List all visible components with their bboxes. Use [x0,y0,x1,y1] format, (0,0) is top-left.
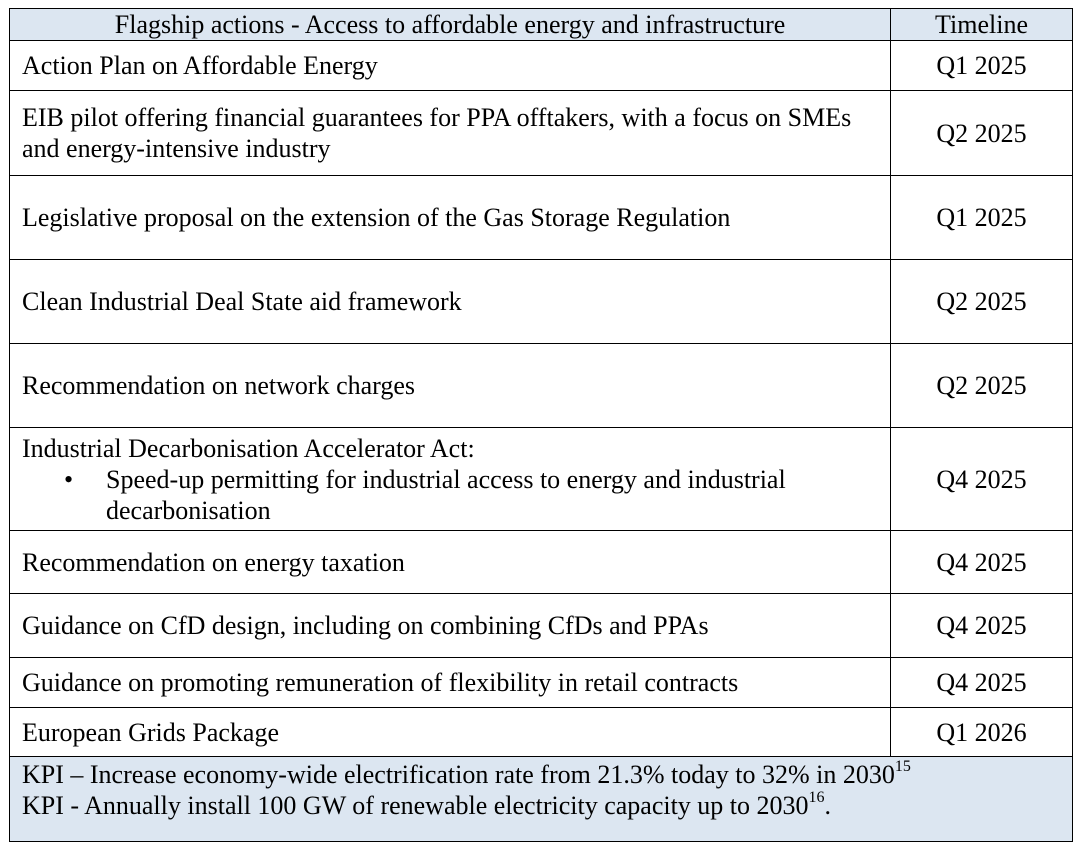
kpi-line-1 [22,759,1060,790]
table-row [10,41,1073,91]
timeline-cell: Q2 2025 [891,344,1073,428]
kpi-text-2: KPI - Annually install 100 GW of renewable electricity capacity up to 2030 [22,791,809,820]
table-row [10,708,1073,757]
timeline-cell: Q4 2025 [891,531,1073,594]
footnote-ref-15[interactable]: 15 [894,758,911,776]
timeline-cell: Q4 2025 [891,594,1073,658]
footnote-ref-16[interactable]: 16 [808,789,825,807]
bullet-item: • Speed-up permitting for industrial access to energy and industrial decarbonisation [106,464,878,526]
action-title: Industrial Decarbonisation Accelerator Act: [22,433,475,463]
action-cell: Clean Industrial Deal State aid framework [10,260,891,344]
action-cell: European Grids Package [10,708,891,757]
action-cell: Recommendation on energy taxation [10,531,891,594]
flagship-actions-table [9,8,1073,842]
table-row [10,658,1073,708]
kpi-line-2-period: . [824,791,832,820]
action-cell: Action Plan on Affordable Energy [10,41,891,91]
timeline-cell: Q2 2025 [891,260,1073,344]
action-cell: Recommendation on network charges [10,344,891,428]
table-row [10,594,1073,658]
table-row [10,428,1073,531]
table-row [10,91,1073,176]
timeline-cell: Q4 2025 [891,658,1073,708]
kpi-line-2 [22,790,1060,821]
timeline-cell: Q4 2025 [891,428,1073,531]
action-cell: Guidance on CfD design, including on combining CfDs and PPAs [10,594,891,658]
bullet-list [22,464,878,526]
kpi-row [10,757,1073,842]
timeline-cell: Q1 2025 [891,41,1073,91]
table-row [10,260,1073,344]
table-row [10,531,1073,594]
header-actions: Flagship actions - Access to affordable energy and infrastructure [10,9,891,41]
table-header-row [10,9,1073,41]
action-cell [10,428,891,531]
action-cell: Legislative proposal on the extension of the Gas Storage Regulation [10,176,891,260]
kpi-cell [10,757,1073,842]
table-row [10,344,1073,428]
header-timeline: Timeline [891,9,1073,41]
action-cell: Guidance on promoting remuneration of flexibility in retail contracts [10,658,891,708]
action-cell: EIB pilot offering financial guarantees for PPA offtakers, with a focus on SMEs and energy-intensive industry [10,91,891,176]
table-row [10,176,1073,260]
kpi-text-1: KPI – Increase economy-wide electrification rate from 21.3% today to 32% in 2030 [22,760,895,789]
timeline-cell: Q1 2025 [891,176,1073,260]
timeline-cell: Q1 2026 [891,708,1073,757]
timeline-cell: Q2 2025 [891,91,1073,176]
